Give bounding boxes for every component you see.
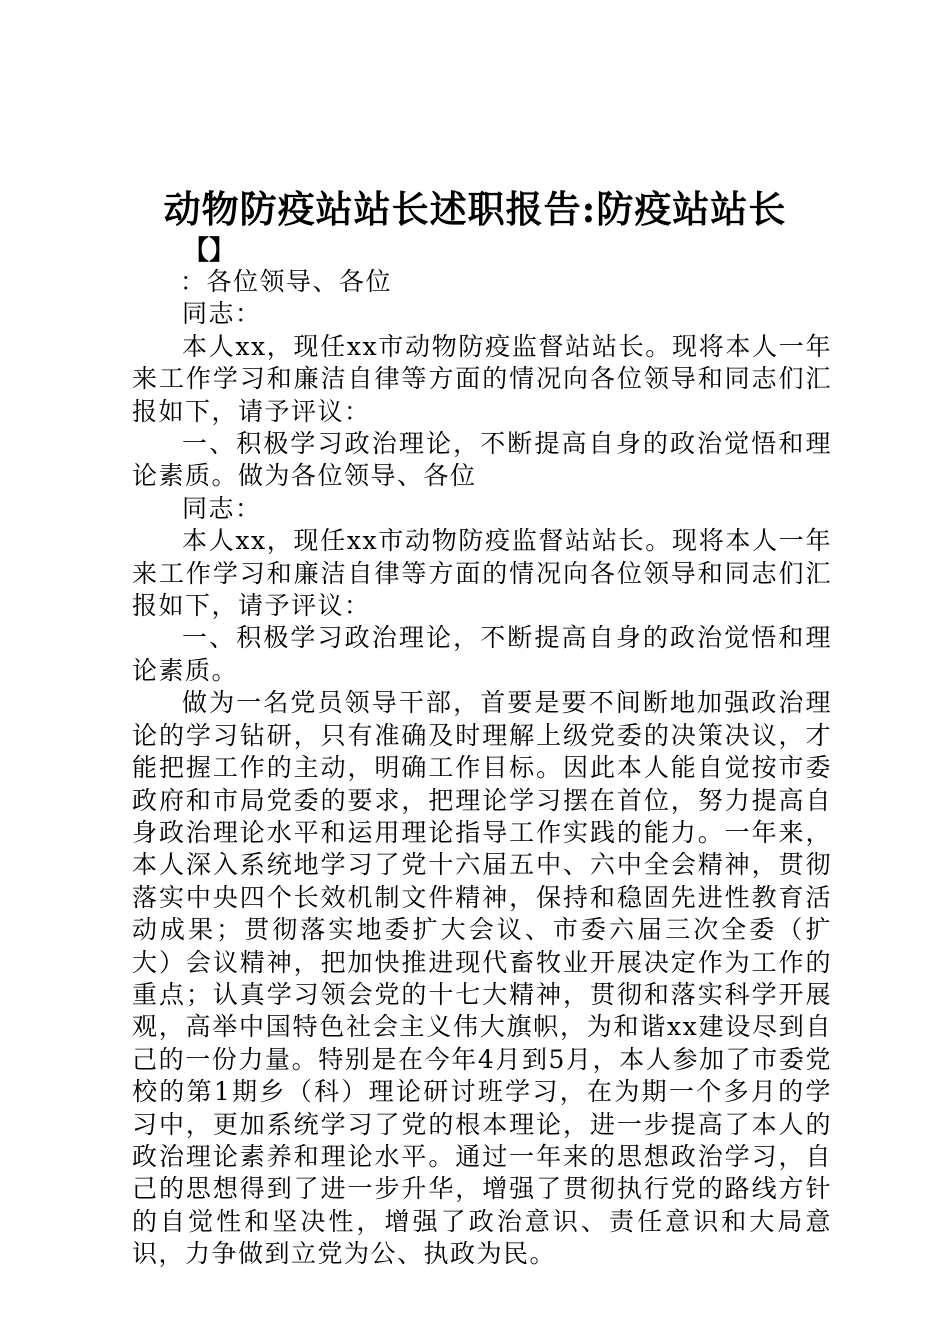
section-heading: 一、积极学习政治理论，不断提高自身的政治觉悟和理论素质。做为各位领导、各位 xyxy=(132,429,832,491)
salutation-comrades: 同志： xyxy=(182,493,262,523)
section-heading: 一、积极学习政治理论，不断提高自身的政治觉悟和理论素质。 xyxy=(132,623,832,685)
body-paragraph: 做为一名党员领导干部，首要是要不间断地加强政治理论的学习钻研，只有准确及时理解上级党委的决策决议，才能把握工作的主动，明确工作目标。因此本人能自觉按市委政府和市局党委的要求，把理论学习摆在首位，努力提高自身政治理论水平和运用理论指导工作实践的能力。一年来，本人深入系统地学习了党十六届五中、六中全会精神，贯彻落实中央四个长效机制文件精神，保持和稳固先进性教育活动成果；贯彻落实地委扩大会议、市委六届三次全委（扩大）会议精神，把加快推进现代畜牧业开展决定作为工作的重点；认真学习领会党的十七大精神，贯彻和落实科学开展观，高举中国特色社会主义伟大旗帜，为和谐xx建设尽到自己的一份力量。特别是在今年4月到5月，本人参加了市委党校的第1期乡（科）理论研讨班学习，在为期一个多月的学习中，更加系统学习了党的根本理论，进一步提高了本人的政治理论素养和理论水平。通过一年来的思想政治学习，自己的思想得到了进一步升华，增强了贯彻执行党的路线方针的自觉性和坚决性，增强了政治意识、责任意识和大局意识，力争做到立党为公、执政为民。 xyxy=(132,688,832,1269)
body-paragraph: 本人xx，现任xx市动物防疫监督站站长。现将本人一年来工作学习和廉洁自律等方面的情况向各位领导和同志们汇报如下，请予评议： xyxy=(132,331,832,426)
document-title: 动物防疫站站长述职报告:防疫站站长 xyxy=(163,187,787,231)
document-body xyxy=(132,266,832,1271)
body-paragraph: 本人xx，现任xx市动物防疫监督站站长。现将本人一年来工作学习和廉洁自律等方面的情况向各位领导和同志们汇报如下，请予评议： xyxy=(132,526,832,621)
salutation-comrades: 同志： xyxy=(182,299,262,329)
salutation: ：各位领导、各位 xyxy=(180,267,393,296)
title-bracket: 【】 xyxy=(183,236,236,266)
